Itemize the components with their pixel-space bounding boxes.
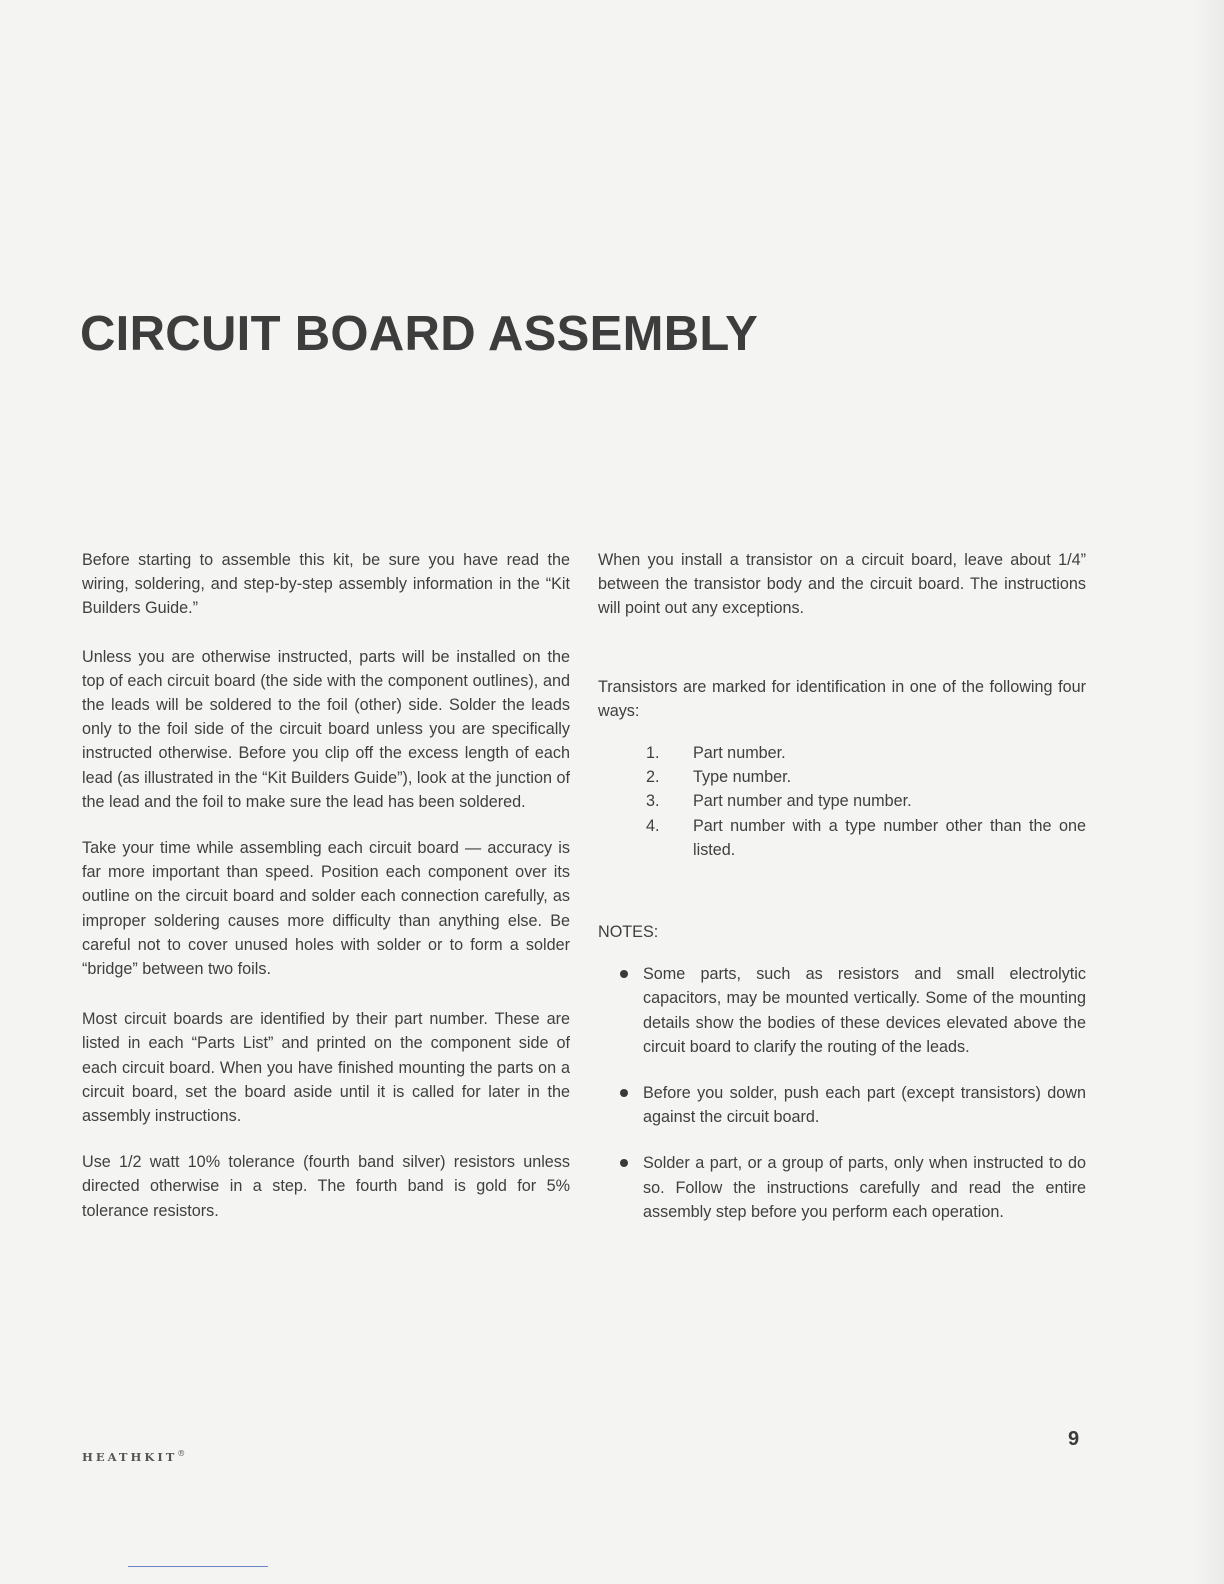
scan-artifact-line [128, 1566, 268, 1567]
page-title: CIRCUIT BOARD ASSEMBLY [80, 307, 759, 361]
heathkit-logo [82, 1449, 185, 1464]
note-text: Solder a part, or a group of parts, only when instructed to do so. Follow the instructions carefully and read the entire assembly step before you perform each operation. [643, 1154, 1086, 1221]
bullet-icon [598, 1151, 643, 1224]
accuracy-paragraph: Take your time while assembling each circuit board — accuracy is far more important than speed. Position each component over its outline on the circuit board and solder each connection carefully, as improper soldering causes more difficulty than anything else. Be careful not to cover unused holes with solder or to form a solder “bridge” between two foils. [82, 839, 570, 979]
bullet-icon [598, 962, 643, 1059]
note-text: Before you solder, push each part (except transistors) down against the circuit board. [643, 1084, 1086, 1127]
registered-mark: ® [177, 1449, 186, 1458]
note-item [598, 1081, 1086, 1129]
page-edge-shade [1194, 0, 1224, 1584]
list-text: Type number. [693, 768, 792, 787]
bullet-icon [598, 1081, 643, 1129]
list-text: Part number with a type number other than the one listed. [693, 816, 1086, 859]
list-item [598, 814, 1086, 862]
list-number: 3. [646, 792, 660, 811]
list-item [598, 765, 1086, 789]
right-column [598, 548, 1086, 1246]
list-text: Part number. [693, 744, 786, 763]
list-item [598, 741, 1086, 765]
list-text: Part number and type number. [693, 792, 912, 811]
list-number: 4. [646, 816, 660, 835]
marking-list [598, 741, 1086, 862]
installation-paragraph: Unless you are otherwise instructed, parts will be installed on the top of each circuit board (the side with the component outlines), and the leads will be soldered to the foil (other) side. Solder the leads only to the foil side of the circuit board unless you are specifically instructed otherwise. Before you clip off the excess length of each lead (as illustrated in the “Kit Builders Guide”), look at the junction of the lead and the foil to make sure the lead has been soldered. [82, 647, 570, 811]
list-item [598, 789, 1086, 813]
note-item [598, 1151, 1086, 1224]
transistor-marking-paragraph: Transistors are marked for identification in one of the following four ways: [598, 677, 1086, 720]
intro-paragraph: Before starting to assemble this kit, be sure you have read the wiring, soldering, and step-by-step assembly information in the “Kit Builders Guide.” [82, 551, 570, 618]
page-number: 9 [1068, 1428, 1080, 1450]
resistor-paragraph: Use 1/2 watt 10% tolerance (fourth band silver) resistors unless directed otherwise in a step. The fourth band is gold for 5% tolerance resistors. [82, 1153, 570, 1220]
logo-text: HEATHKIT [82, 1449, 178, 1464]
note-item [598, 962, 1086, 1059]
notes-heading: NOTES: [598, 923, 659, 942]
transistor-install-paragraph: When you install a transistor on a circuit board, leave about 1/4” between the transistor body and the circuit board. The instructions will point out any exceptions. [598, 551, 1086, 618]
note-text: Some parts, such as resistors and small electrolytic capacitors, may be mounted vertically. Some of the mounting details show the bodies of these devices elevated above the circuit board to clarify the routing of the leads. [643, 965, 1086, 1056]
list-number: 2. [646, 768, 660, 787]
identification-paragraph: Most circuit boards are identified by their part number. These are listed in each “Parts List” and printed on the component side of each circuit board. When you have finished mounting the parts on a circuit board, set the board aside until it is called for later in the assembly instructions. [82, 1010, 570, 1126]
notes-list [598, 962, 1086, 1224]
list-number: 1. [646, 744, 660, 763]
left-column [82, 548, 570, 1223]
